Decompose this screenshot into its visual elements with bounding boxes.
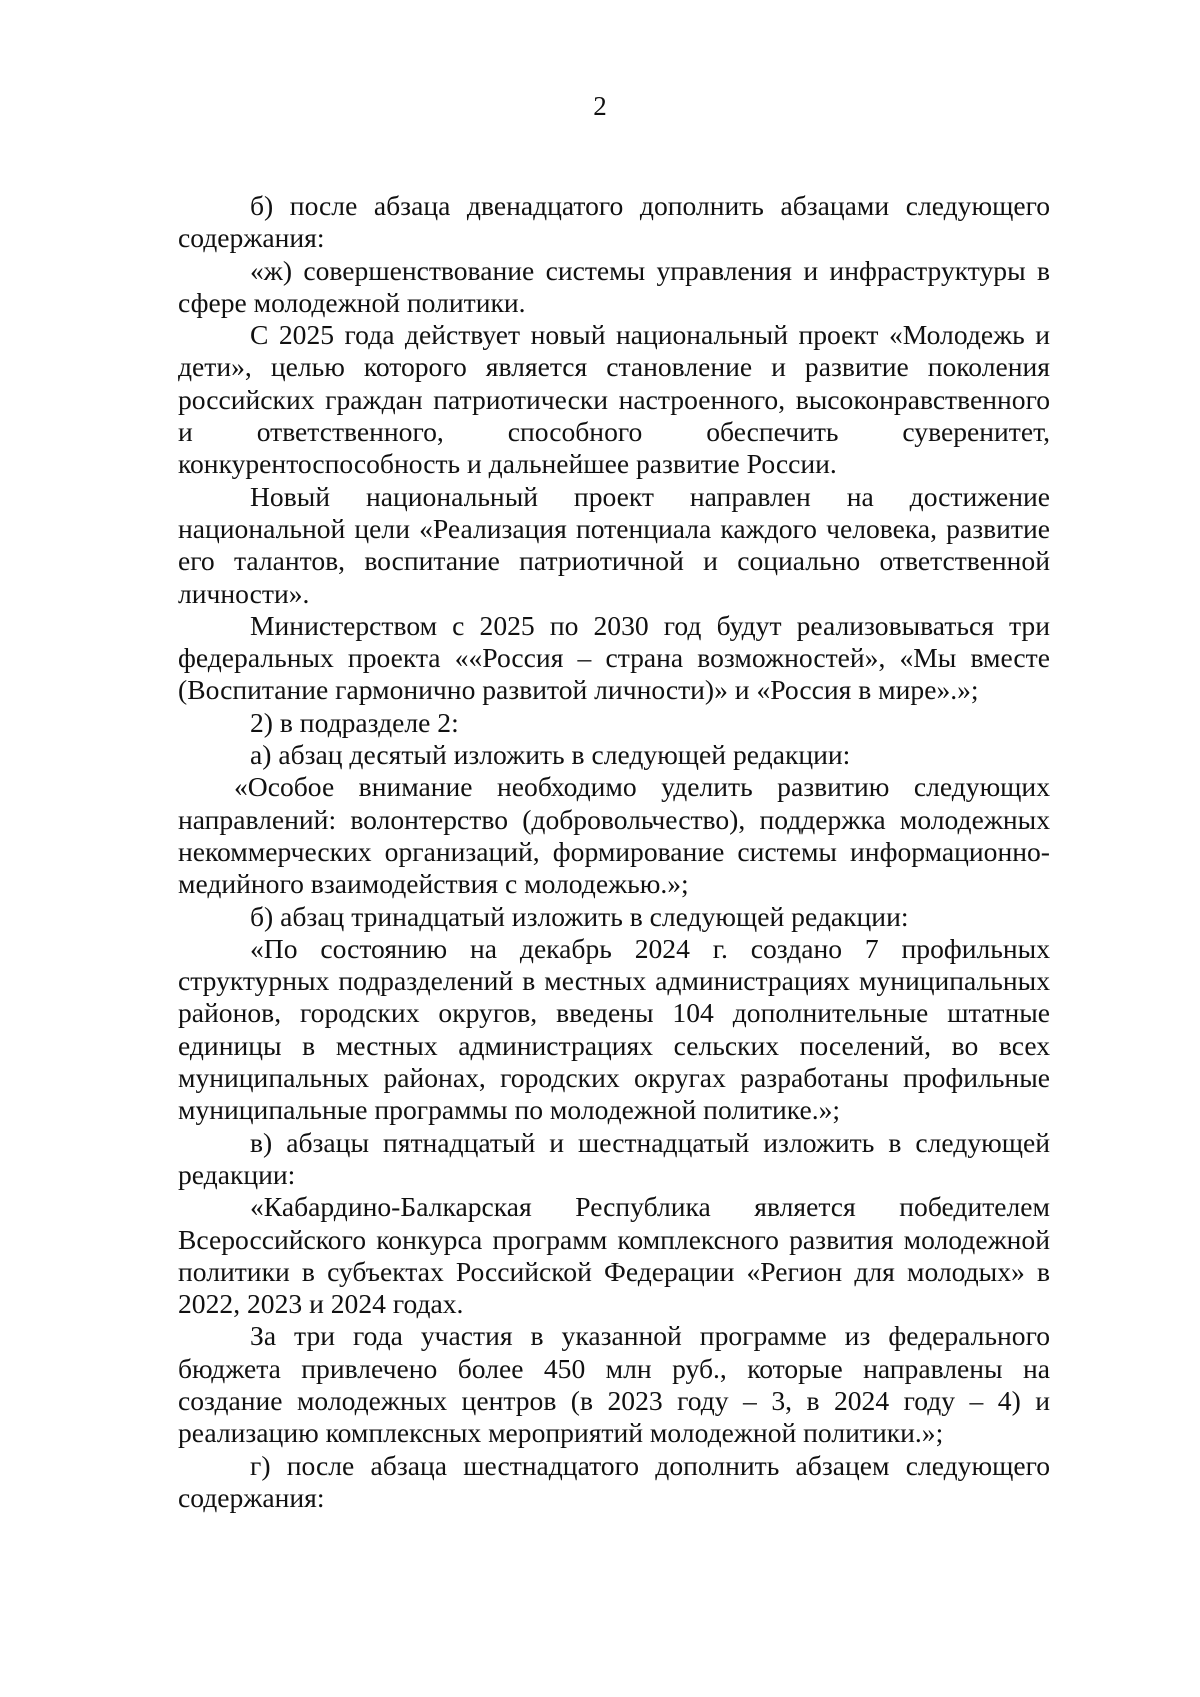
- paragraph-federal-projects: Министерством с 2025 по 2030 год будут реализовываться три федеральных проекта ««Россия – страна возможностей», «Мы вместе (Воспитание гармонично развитой личности)» и «Россия в мире».»;: [178, 609, 1050, 706]
- paragraph-national-project: С 2025 года действует новый национальный проект «Молодежь и дети», целью которого является становление и развитие поколения российских граждан патриотически настроенного, высоконравственного и ответственного, способного обеспечить суверенитет, конкурентоспособность и дальнейшее развитие России.: [178, 319, 1050, 480]
- paragraph-kbr-winner: «Кабардино-Балкарская Республика является победителем Всероссийского конкурса программ комплексного развития молодежной политики в субъектах Российской Федерации «Регион для молодых» в 2022, 2023 и 2024 годах.: [178, 1191, 1050, 1320]
- paragraph-subsection-2: 2) в подразделе 2:: [250, 706, 459, 738]
- paragraph-b-thirteenth: б) абзац тринадцатый изложить в следующей редакции:: [250, 900, 909, 932]
- page-number: 2: [593, 91, 607, 121]
- document-body: [178, 190, 1050, 1514]
- paragraph-v-fifteenth-sixteenth: в) абзацы пятнадцатый и шестнадцатый изложить в следующей редакции:: [178, 1126, 1050, 1190]
- paragraph-a-tenth: а) абзац десятый изложить в следующей редакции:: [250, 739, 851, 771]
- paragraph-special-attention: «Особое внимание необходимо уделить развитию следующих направлений: волонтерство (добровольчество), поддержка молодежных некоммерческих организаций, формирование системы информационно-медийного взаимодействия с молодежью.»;: [178, 771, 1050, 900]
- paragraph-zh-improvement: «ж) совершенствование системы управления и инфраструктуры в сфере молодежной политики.: [178, 254, 1050, 318]
- paragraph-national-goal: Новый национальный проект направлен на достижение национальной цели «Реализация потенциала каждого человека, развитие его талантов, воспитание патриотичной и социально ответственной личности».: [178, 480, 1050, 609]
- paragraph-three-years-funding: За три года участия в указанной программе из федерального бюджета привлечено более 450 млн руб., которые направлены на создание молодежных центров (в 2023 году – 3, в 2024 году – 4) и реализацию комплексных мероприятий молодежной политики.»;: [178, 1320, 1050, 1449]
- paragraph-b-after-twelfth: б) после абзаца двенадцатого дополнить абзацами следующего содержания:: [178, 190, 1050, 254]
- paragraph-december-2024: «По состоянию на декабрь 2024 г. создано 7 профильных структурных подразделений в местных администрациях муниципальных районов, городских округов, введены 104 дополнительные штатные единицы в местных администрациях сельских поселений, во всех муниципальных районах, городских округах разработаны профильные муниципальные программы по молодежной политике.»;: [178, 932, 1050, 1126]
- paragraph-g-after-sixteenth: г) после абзаца шестнадцатого дополнить абзацем следующего содержания:: [178, 1449, 1050, 1513]
